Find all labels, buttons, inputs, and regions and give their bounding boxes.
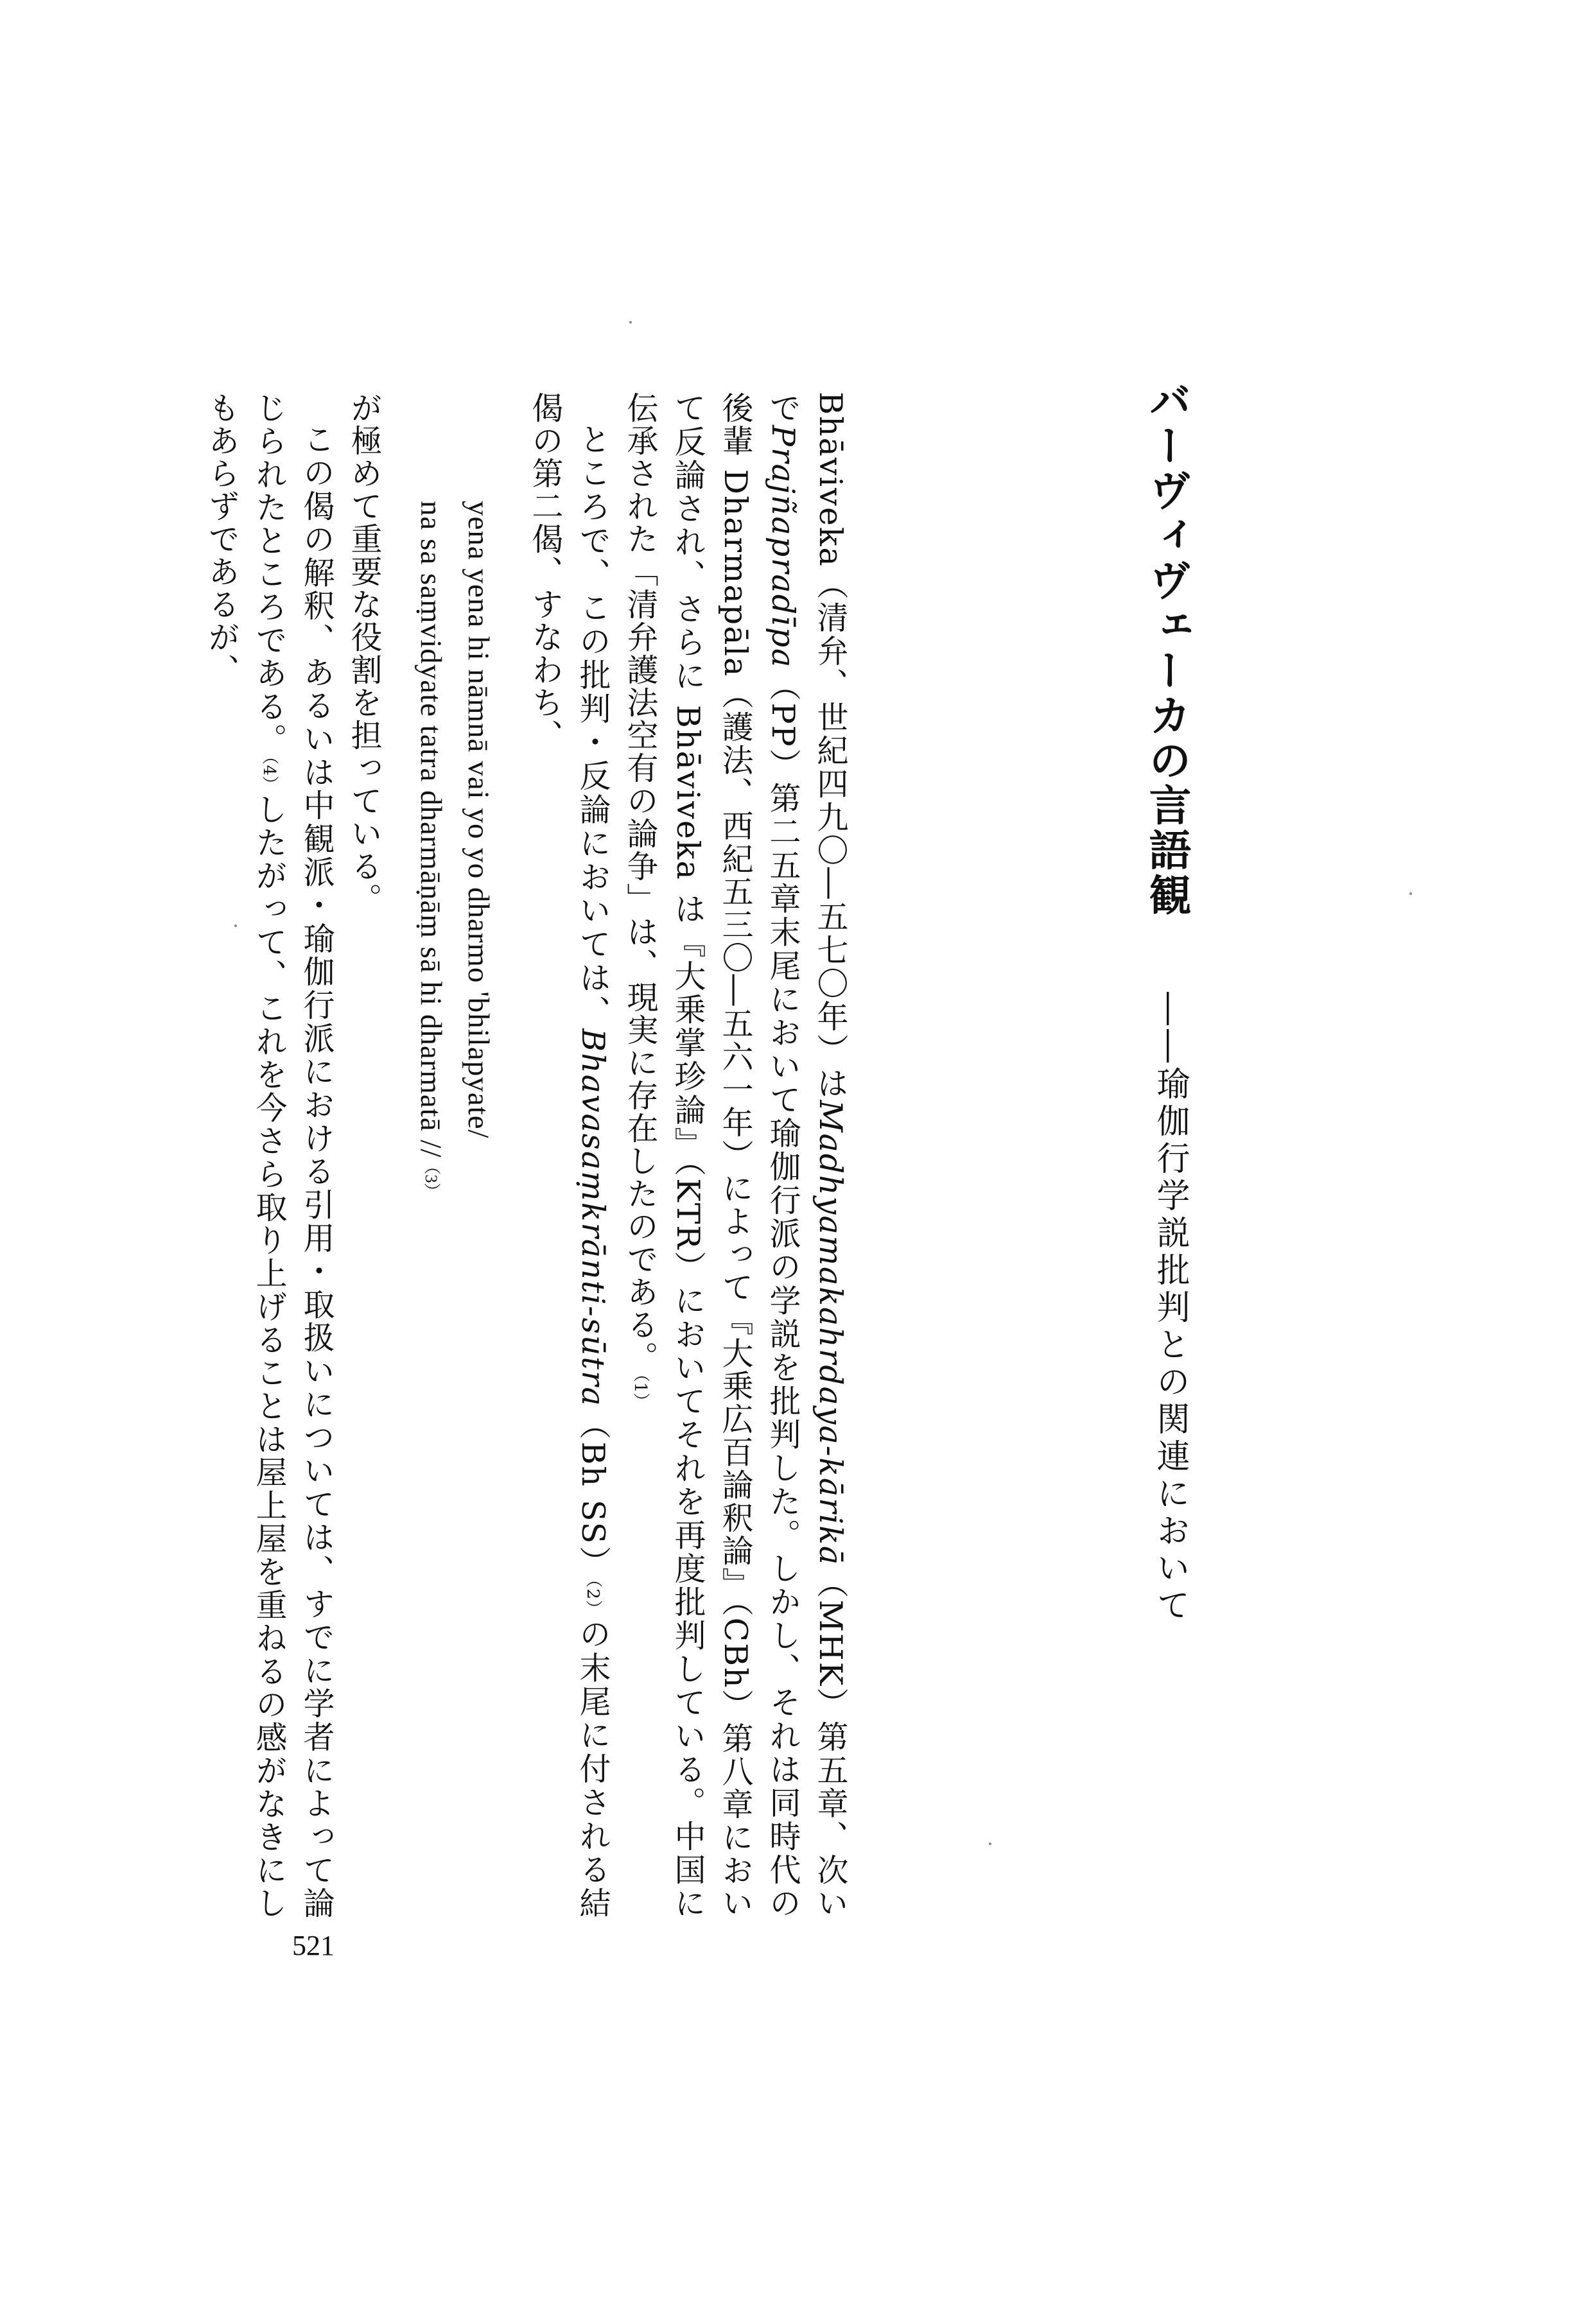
- footnote-ref-2: （2）: [583, 1579, 602, 1618]
- paragraph-2: [521, 392, 616, 1920]
- paragraph-3: が極めて重要な役割を担っている。: [346, 392, 383, 915]
- scan-speck: [234, 924, 237, 927]
- page-number: 521: [292, 1930, 335, 1961]
- paragraph-1-text-b: （MHK）第五章、次いで: [765, 392, 849, 1920]
- paragraph-2-text-a: ところで、この批判・反論においては、: [575, 423, 611, 1029]
- verse-spacer: [502, 392, 521, 1920]
- paragraph-2-text-c: の末尾に付される結偈の第二偈、すなわち、: [527, 392, 611, 1920]
- verse-line-1: yena yena hi nāmnā vai yo yo dharmo 'bhilapyate/: [462, 501, 495, 1139]
- footnote-ref-3: （3）: [422, 1158, 440, 1200]
- paragraph-4-text-b: したがって、これを今さら取り上げることは屋上屋を重ねるの感がなきにしもあらずであるが、: [204, 392, 288, 1920]
- paragraph-1-text-c: （PP）第二五章末尾において瑜伽行派の学説を批判した。しかし、それは同時代の後輩 Dharmapāla（護法、西紀五三〇―五六一年）によって『大乗広百論釈論』（CBh）第八章において反論され、さらに Bhāviveka は『大乗掌珍論』（KTR）においてそれを再度批判している。中国に伝承された「清弁護法空有の論争」は、現実に存在したのである。: [622, 392, 801, 1920]
- scan-speck: [629, 321, 632, 324]
- paragraph-1: [616, 392, 854, 1920]
- verse-line-2: [407, 392, 455, 1920]
- footnote-ref-4: （4）: [259, 756, 279, 793]
- verse-line-2-text: na sa saṃvidyate tatra dharmāṇāṃ sā hi dharmatā //: [414, 501, 448, 1158]
- scan-speck: [1409, 892, 1412, 895]
- paragraph-2-abbrev: （Bh SS）: [575, 1407, 611, 1580]
- footnote-ref-1: （1）: [631, 1374, 650, 1410]
- paragraph-4: [198, 392, 340, 1920]
- article-title: バーヴィヴェーカの言語観: [1142, 379, 1192, 918]
- paragraph-1-title-mhk: Madhyamakahrdaya-kārikā: [812, 1100, 849, 1566]
- body-text: [204, 392, 854, 1920]
- verse-spacer-after: [388, 392, 407, 1920]
- scan-speck: [989, 1843, 991, 1845]
- paragraph-4-text-a: この偈の解釈、あるいは中観派・瑜伽行派における引用・取扱いについては、すでに学者によって論じられたところである。: [251, 392, 335, 1920]
- paragraph-2-title-bhss: Bhavasaṃkrānti-sūtra: [575, 1028, 611, 1407]
- paragraph-1-text-a: Bhāviveka（清弁、世紀四九〇―五七〇年）は: [812, 392, 849, 1100]
- paragraph-1-title-pp: Prajñapradīpa: [765, 425, 801, 669]
- article-subtitle: ――瑜伽行学説批判との関連において: [1151, 992, 1189, 1625]
